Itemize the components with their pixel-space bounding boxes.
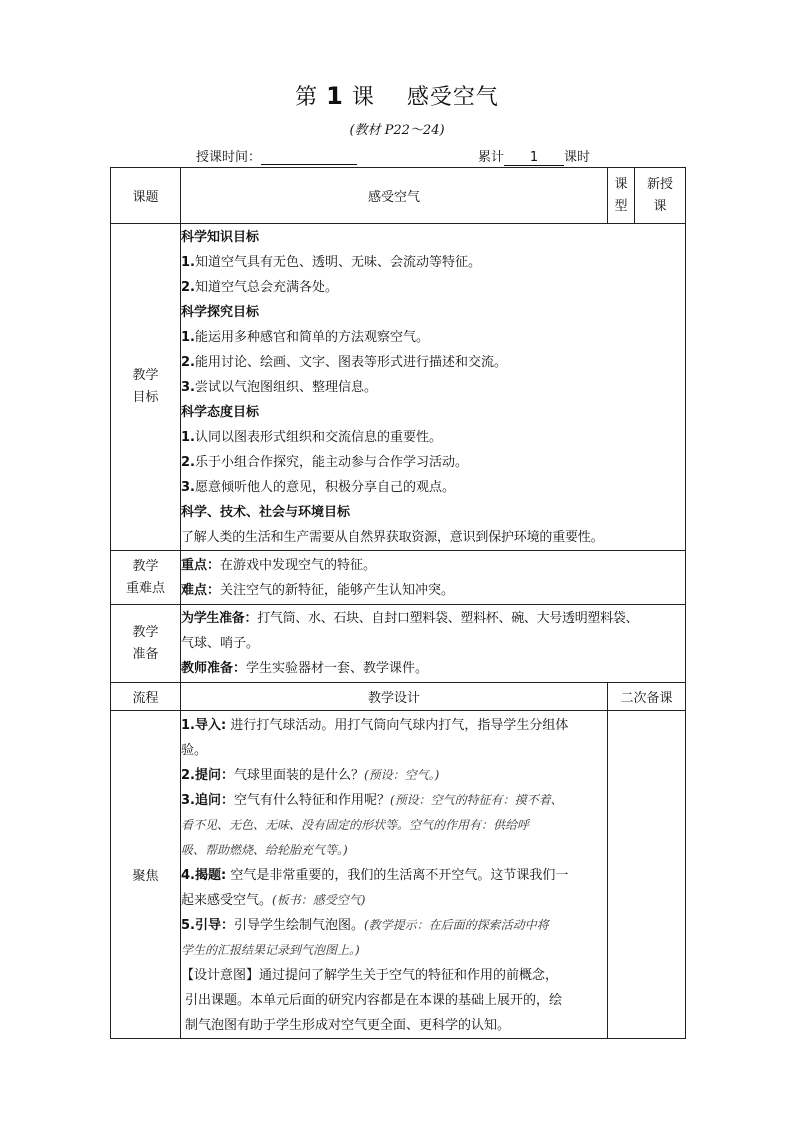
flow-header-row <box>111 683 686 711</box>
preparation-label-2: 准备 <box>132 646 159 662</box>
topic-row <box>111 168 686 224</box>
title-suffix: 课 <box>351 85 375 110</box>
goals-line <box>181 425 685 450</box>
focus-item-3-note-2: 看不见、无色、无味、没有固定的形状等。空气的作用有：供给呼 <box>181 818 530 832</box>
class-time-label: 授课时间： <box>196 150 262 165</box>
key-point-line <box>181 553 685 578</box>
focus-item-note: (预设：空气。) <box>364 768 440 782</box>
topic-label: 课题 <box>111 168 181 224</box>
goal-num: 2. <box>181 280 195 295</box>
focus-item-text: 空气有什么特征和作用呢？ <box>233 793 390 808</box>
goals-line <box>181 325 685 350</box>
student-prep-line-2: 气球、哨子。 <box>181 636 260 651</box>
class-time-field <box>196 146 357 165</box>
lesson-name: 感受空气 <box>406 85 499 110</box>
focus-item-5 <box>181 913 607 938</box>
goals-label <box>111 224 181 551</box>
focus-item-lead: 4.揭题: <box>181 868 227 883</box>
focus-label: 聚焦 <box>111 711 181 1039</box>
focus-item-5-note-2: 学生的汇报结果记录到气泡图上。) <box>181 943 360 957</box>
title-prefix: 第 <box>295 85 319 110</box>
student-prep-line <box>181 606 685 631</box>
goal-text: 乐于小组合作探究，能主动参与合作学习活动。 <box>194 455 468 470</box>
focus-item-note: (预设：空气的特征有：摸不着、 <box>390 793 563 807</box>
goals-row <box>111 224 686 551</box>
goals-label-1: 教学 <box>132 368 159 383</box>
flow-col-process: 流程 <box>111 683 181 711</box>
lesson-type-value-1: 新授 <box>647 176 674 192</box>
design-intent-3: 制气泡图有助于学生形成对空气更全面、更科学的认知。 <box>185 1018 511 1033</box>
goal-num: 1. <box>181 255 195 270</box>
goals-label-2: 目标 <box>132 390 159 405</box>
focus-item-lead: 1.导入: <box>181 718 227 733</box>
focus-content <box>181 711 608 1039</box>
goals-line: 科学探究目标 <box>181 305 260 320</box>
total-value: 1 <box>504 150 564 166</box>
goal-text: 愿意倾听他人的意见，积极分享自己的观点。 <box>194 480 455 495</box>
goals-content <box>181 224 686 551</box>
goal-text: 认同以图表形式组织和交流信息的重要性。 <box>194 430 442 445</box>
goals-line: 科学知识目标 <box>181 230 260 245</box>
focus-item-lead: 3.追问： <box>181 793 234 808</box>
teacher-prep-label: 教师准备： <box>181 661 247 676</box>
preparation-label-1: 教学 <box>132 624 159 640</box>
focus-item-4 <box>181 863 607 888</box>
difficult-point-label: 难点： <box>181 582 221 598</box>
student-prep-label: 为学生准备： <box>181 611 258 626</box>
preparation-row <box>111 605 686 683</box>
difficult-point-line <box>181 578 685 603</box>
key-point-text: 在游戏中发现空气的特征。 <box>220 557 377 573</box>
focus-row <box>111 711 686 1039</box>
preparation-label <box>111 605 181 683</box>
goal-text: 知道空气具有无色、透明、无味、会流动等特征。 <box>194 255 481 270</box>
topic-value: 感受空气 <box>181 168 608 224</box>
goal-num: 1. <box>181 430 195 445</box>
focus-item-3 <box>181 788 607 813</box>
goal-num: 2. <box>181 455 195 470</box>
focus-item-3-note-3: 吸、帮助燃烧、给轮胎充气等。) <box>181 843 348 857</box>
page-subtitle: (教材 P22～24) <box>349 123 445 138</box>
goal-text: 知道空气总会充满各处。 <box>194 280 338 295</box>
focus-item-lead: 5.引导： <box>181 918 234 933</box>
design-intent-1: 【设计意图】通过提问了解学生关于空气的特征和作用的前概念， <box>181 968 559 983</box>
total-hours-field <box>478 146 590 166</box>
preparation-content <box>181 605 686 683</box>
lesson-plan-table <box>110 167 686 1039</box>
lesson-type-label-2: 型 <box>614 198 628 214</box>
page-title <box>0 80 794 111</box>
key-points-content <box>181 551 686 605</box>
key-point-label: 重点： <box>181 557 221 573</box>
goal-num: 1. <box>181 330 195 345</box>
flow-col-revision: 二次备课 <box>608 683 686 711</box>
focus-item-4-cont <box>181 888 607 913</box>
focus-item-text: 起来感受空气。 <box>181 893 273 908</box>
focus-item-note: (板书：感受空气) <box>272 893 366 907</box>
flow-col-design: 教学设计 <box>181 683 608 711</box>
design-intent-2: 引出课题。本单元后面的研究内容都是在本课的基础上展开的，绘 <box>185 993 563 1008</box>
goals-line <box>181 350 685 375</box>
difficult-point-text: 关注空气的新特征，能够产生认知冲突。 <box>220 582 455 598</box>
goals-line: 科学态度目标 <box>181 405 260 420</box>
goals-line: 了解人类的生活和生产需要从自然界获取资源，意识到保护环境的重要性。 <box>181 530 604 545</box>
focus-item-text: 空气是非常重要的，我们的生活离不开空气。这节课我们一 <box>226 868 569 883</box>
goal-num: 3. <box>181 380 195 395</box>
class-time-blank[interactable] <box>261 150 357 165</box>
goals-line <box>181 450 685 475</box>
total-label: 累计 <box>478 150 505 165</box>
focus-item-note: (教学提示：在后面的探索活动中将 <box>364 918 549 932</box>
teacher-prep-text: 学生实验器材一套、教学课件。 <box>246 661 429 676</box>
goal-text: 能运用多种感官和简单的方法观察空气。 <box>194 330 429 345</box>
focus-item-lead: 2.提问： <box>181 768 234 783</box>
lesson-type-label <box>608 168 635 224</box>
focus-item-2 <box>181 763 607 788</box>
revision-cell[interactable] <box>608 711 686 1039</box>
goals-line <box>181 275 685 300</box>
key-points-label <box>111 551 181 605</box>
focus-item-text: 气球里面装的是什么？ <box>233 768 364 783</box>
goal-num: 2. <box>181 355 195 370</box>
key-points-row <box>111 551 686 605</box>
focus-item-text: 引导学生绘制气泡图。 <box>233 918 364 933</box>
focus-item-1 <box>181 713 607 738</box>
lesson-type-value <box>635 168 686 224</box>
goal-text: 尝试以气泡图组织、整理信息。 <box>194 380 377 395</box>
goal-num: 3. <box>181 480 195 495</box>
teacher-prep-line <box>181 656 685 681</box>
focus-item-1-cont: 验。 <box>181 743 208 758</box>
goals-line: 科学、技术、社会与环境目标 <box>181 505 351 520</box>
student-prep-text: 打气筒、水、石块、自封口塑料袋、塑料杯、碗、大号透明塑料袋、 <box>257 611 639 626</box>
goals-line <box>181 475 685 500</box>
goals-line <box>181 250 685 275</box>
lesson-type-label-1: 课 <box>614 176 628 192</box>
total-unit: 课时 <box>564 150 591 165</box>
key-points-label-1: 教学 <box>132 558 159 574</box>
lesson-number: 1 <box>326 82 344 110</box>
focus-item-text: 进行打气球活动。用打气筒向气球内打气，指导学生分组体 <box>226 718 569 733</box>
lesson-type-value-2: 课 <box>653 198 667 214</box>
goal-text: 能用讨论、绘画、文字、图表等形式进行描述和交流。 <box>194 355 507 370</box>
goals-line <box>181 375 685 400</box>
key-points-label-2: 重难点 <box>125 580 165 596</box>
